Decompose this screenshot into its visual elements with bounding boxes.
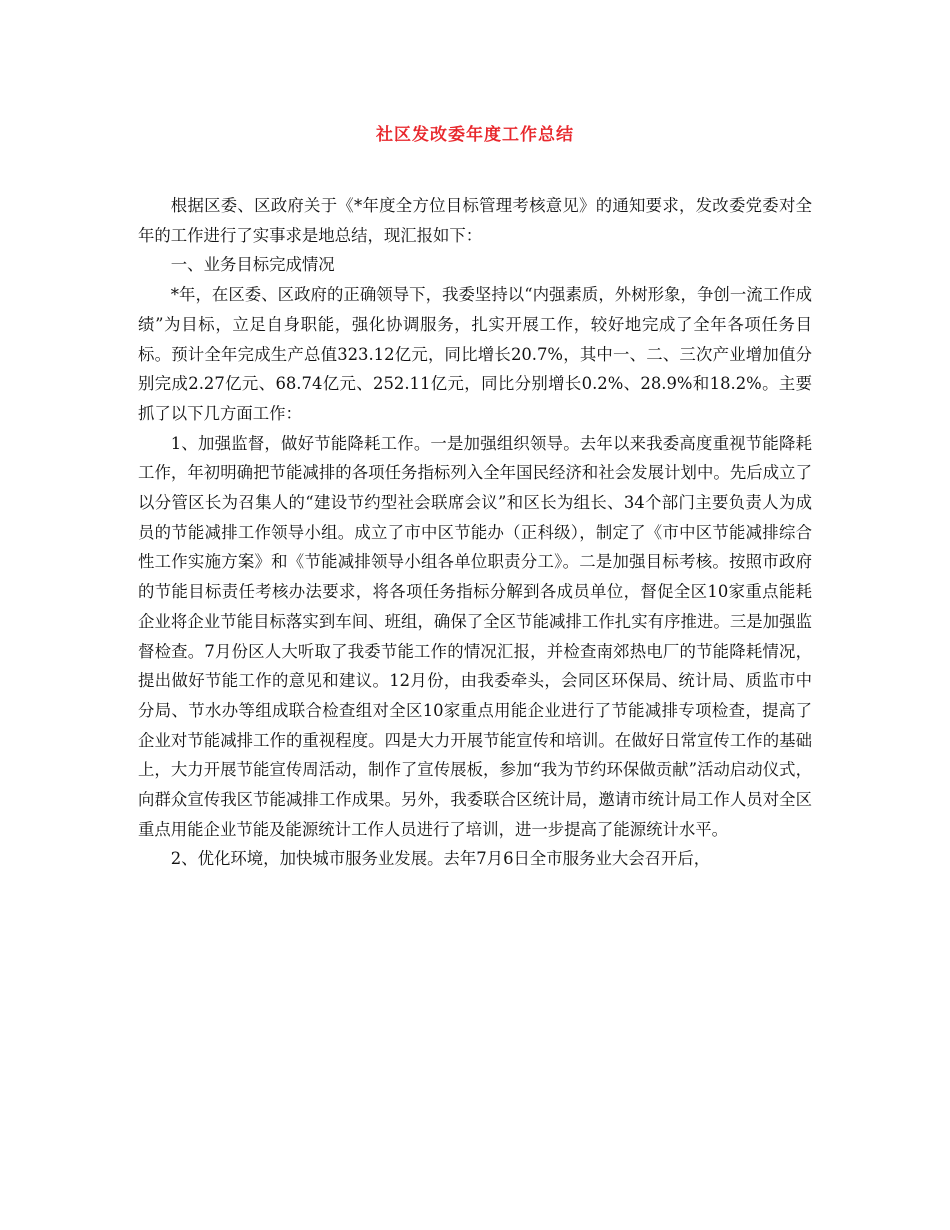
document-body xyxy=(138,191,812,874)
paragraph-item-1: 1、加强监督，做好节能降耗工作。一是加强组织领导。去年以来我委高度重视节能降耗工作，年初明确把节能减排的各项任务指标列入全年国民经济和社会发展计划中。先后成立了以分管区长为召集人的“建设节约型社会联席会议”和区长为组长、34个部门主要负责人为成员的节能减排工作领导小组。成立了市中区节能办（正科级），制定了《市中区节能减排综合性工作实施方案》和《节能减排领导小组各单位职责分工》。二是加强目标考核。按照市政府的节能目标责任考核办法要求，将各项任务指标分解到各成员单位，督促全区10家重点能耗企业将企业节能目标落实到车间、班组，确保了全区节能减排工作扎实有序推进。三是加强监督检查。7月份区人大听取了我委节能工作的情况汇报，并检查南郊热电厂的节能降耗情况，提出做好节能工作的意见和建议。12月份，由我委牵头，会同区环保局、统计局、质监市中分局、节水办等组成联合检查组对全区10家重点用能企业进行了节能减排专项检查，提高了企业对节能减排工作的重视程度。四是大力开展节能宣传和培训。在做好日常宣传工作的基础上，大力开展节能宣传周活动，制作了宣传展板，参加“我为节约环保做贡献”活动启动仪式，向群众宣传我区节能减排工作成果。另外，我委联合区统计局，邀请市统计局工作人员对全区重点用能企业节能及能源统计工作人员进行了培训，进一步提高了能源统计水平。 xyxy=(138,433,812,839)
paragraph-intro: 根据区委、区政府关于《*年度全方位目标管理考核意见》的通知要求，发改委党委对全年的工作进行了实事求是地总结，现汇报如下： xyxy=(138,196,812,245)
paragraph-item-2: 2、优化环境，加快城市服务业发展。去年7月6日全市服务业大会召开后， xyxy=(170,849,711,869)
paragraph-overview: *年，在区委、区政府的正确领导下，我委坚持以“内强素质，外树形象，争创一流工作成绩”为目标，立足自身职能，强化协调服务，扎实开展工作，较好地完成了全年各项任务目标。预计全年完成生产总值323.12亿元，同比增长20.7%，其中一、二、三次产业增加值分别完成2.27亿元、68.74亿元、252.11亿元，同比分别增长0.2%、28.9%和18.2%。主要抓了以下几方面工作： xyxy=(138,285,812,423)
document-title: 社区发改委年度工作总结 xyxy=(376,125,574,145)
section-heading-1: 一、业务目标完成情况 xyxy=(170,255,335,275)
